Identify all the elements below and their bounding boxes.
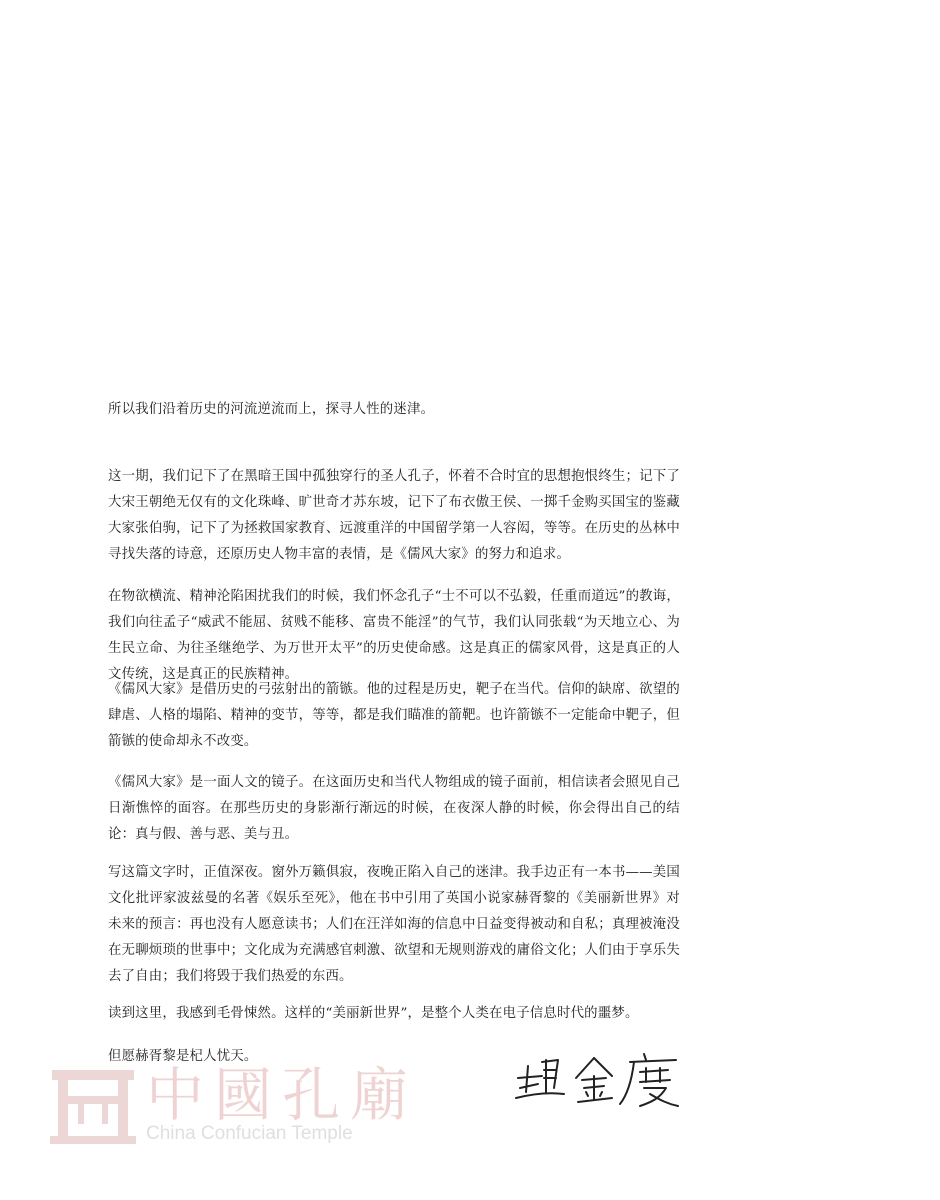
paragraph-3: 在物欲横流、精神沦陷困扰我们的时候，我们怀念孔子“士不可以不弘毅，任重而道远”的教诲，我们向往孟子“威武不能屈、贫贱不能移、富贵不能淫”的气节，我们认同张载“为天地立心、为生民立命、为往圣继绝学、为万世开太平”的历史使命感。这是真正的儒家风骨，这是真正的人文传统，这是真正的民族精神。 — [108, 589, 680, 682]
paragraph-8: 但愿赫胥黎是杞人忧天。 — [108, 1049, 258, 1064]
temple-gate-icon — [48, 1066, 138, 1146]
watermark-english-text: China Confucian Temple — [146, 1123, 353, 1144]
watermark — [48, 1060, 419, 1152]
paragraph-5: 《儒风大家》是一面人文的镜子。在这面历史和当代人物组成的镜子面前，相信读者会照见自己日渐憔悴的面容。在那些历史的身影渐行渐远的时候，在夜深人静的时候，你会得出自己的结论：真与假、善与恶、美与丑。 — [108, 775, 680, 842]
paragraph-1: 所以我们沿着历史的河流逆流而上，探寻人性的迷津。 — [108, 402, 435, 417]
handwritten-signature — [512, 1048, 684, 1108]
paragraph-4: 《儒风大家》是借历史的弓弦射出的箭镞。他的过程是历史，靶子在当代。信仰的缺席、欲望的肆虐、人格的塌陷、精神的变节，等等，都是我们瞄准的箭靶。也许箭镞不一定能命中靶子，但箭镞的使命却永不改变。 — [108, 682, 680, 749]
watermark-chinese-text: 中國孔廟 — [146, 1061, 419, 1129]
paragraph-2: 这一期，我们记下了在黑暗王国中孤独穿行的圣人孔子，怀着不合时宜的思想抱恨终生；记下了大宋王朝绝无仅有的文化珠峰、旷世奇才苏东坡，记下了布衣傲王侯、一掷千金购买国宝的鉴藏大家张伯驹，记下了为拯救国家教育、远渡重洋的中国留学第一人容闳，等等。在历史的丛林中寻找失落的诗意，还原历史人物丰富的表情，是《儒风大家》的努力和追求。 — [108, 469, 680, 562]
paragraph-6: 写这篇文字时，正值深夜。窗外万籁俱寂，夜晚正陷入自己的迷津。我手边正有一本书——美国文化批评家波兹曼的名著《娱乐至死》，他在书中引用了英国小说家赫胥黎的《美丽新世界》对未来的预言：再也没有人愿意读书；人们在汪洋如海的信息中日益变得被动和自私；真理被淹没在无聊烦琐的世事中；文化成为充满感官刺激、欲望和无规则游戏的庸俗文化；人们由于享乐失去了自由；我们将毁于我们热爱的东西。 — [108, 865, 680, 984]
paragraph-7: 读到这里，我感到毛骨悚然。这样的“美丽新世界”，是整个人类在电子信息时代的噩梦。 — [108, 1006, 639, 1021]
